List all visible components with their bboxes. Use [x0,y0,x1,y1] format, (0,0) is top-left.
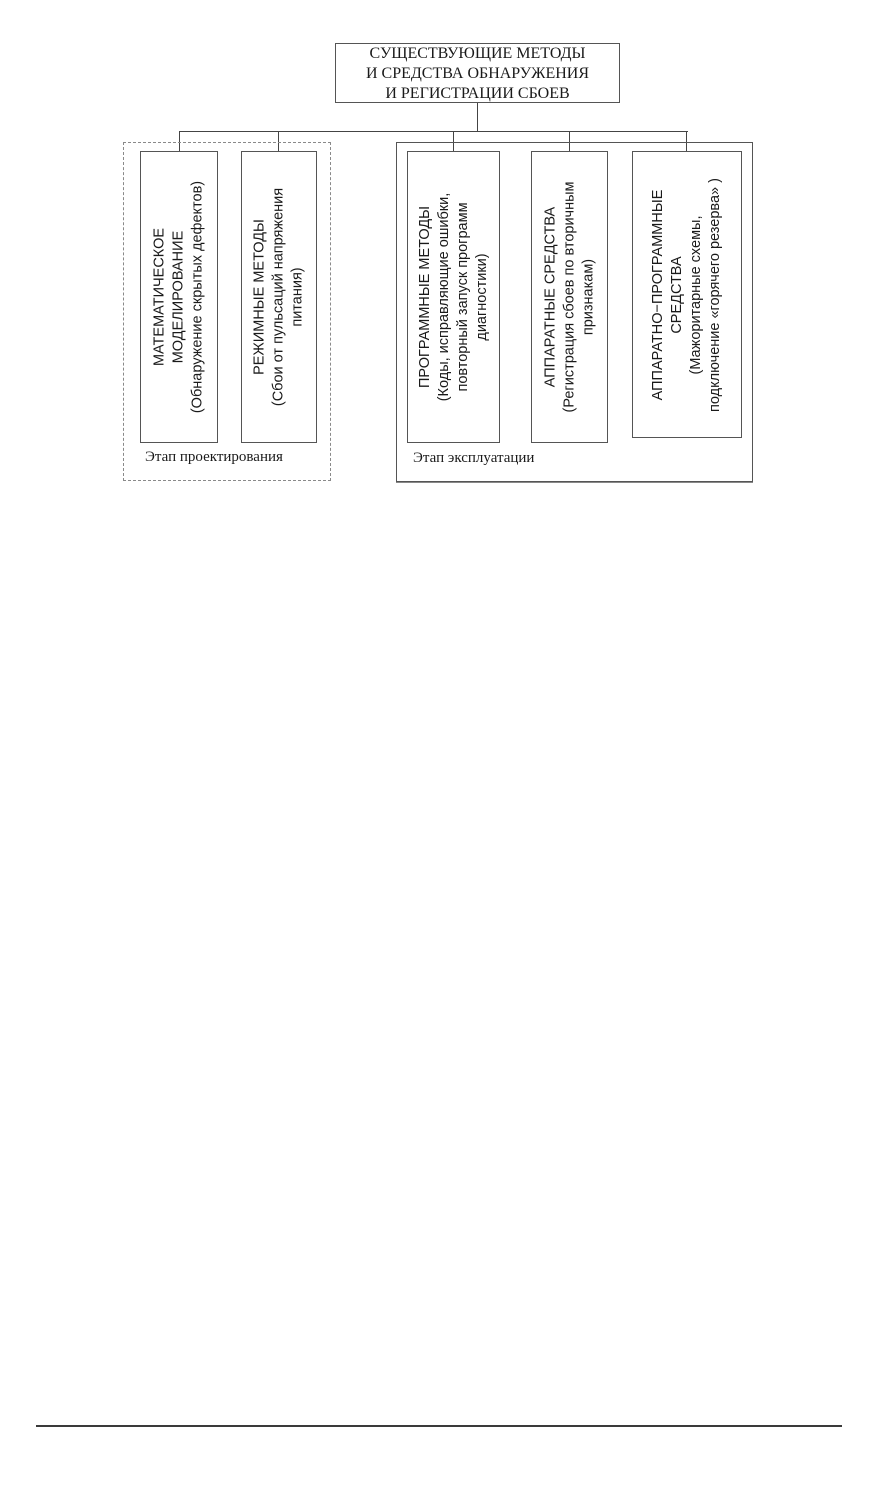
method-box-hardware-means [531,151,608,443]
method-3-line-4: диагностики) [473,253,490,341]
method-box-hw-sw-means [632,151,742,438]
method-5-line-4: подключение «горячего резерва» ) [707,177,723,412]
method-5-line-1: АППАРАТНО−ПРОГРАММНЫЕ [650,189,666,400]
method-text-hardware-means [541,181,598,412]
method-4-line-1: АППАРАТНЫЕ СРЕДСТВА [542,206,558,388]
method-text-math-modeling [151,181,208,413]
method-1-line-1: МАТЕМАТИЧЕСКОЕ [151,227,168,367]
method-3-line-2: (Коды, исправляющие ошибки, [435,192,452,402]
root-node [335,43,620,103]
footer-rule [36,1425,842,1427]
method-3-line-3: повторный запуск программ [454,202,471,392]
horizontal-bus [179,131,688,132]
root-line-2: И СРЕДСТВА ОБНАРУЖЕНИЯ [365,65,590,82]
method-3-line-1: ПРОГРАММНЫЕ МЕТОДЫ [416,205,433,389]
method-box-math-modeling [140,151,218,443]
method-5-line-3: (Мажоритарные схемы, [688,214,704,375]
method-4-line-2: (Регистрация сбоев по вторичным [561,181,577,413]
method-1-line-2: МОДЕЛИРОВАНИЕ [170,230,187,364]
method-text-mode-methods [251,188,308,406]
root-stem [477,103,478,132]
method-text-hw-sw-means [649,178,725,412]
operation-stage-label: Этап эксплуатации [413,450,535,466]
method-5-line-2: СРЕДСТВА [669,255,685,334]
method-1-line-3: (Обнаружение скрытых дефектов) [189,180,206,414]
method-2-line-2: (Сбои от пульсаций напряжения [270,187,287,407]
root-line-1: СУЩЕСТВУЮЩИЕ МЕТОДЫ [369,45,586,62]
design-stage-label: Этап проектирования [145,449,283,465]
method-2-line-1: РЕЖИМНЫЕ МЕТОДЫ [251,219,268,375]
method-box-mode-methods [241,151,317,443]
method-box-software-methods [407,151,500,443]
method-4-line-3: признакам) [580,258,596,336]
method-text-software-methods [416,193,492,402]
root-line-3: И РЕГИСТРАЦИИ СБОЕВ [385,85,570,102]
method-2-line-3: питания) [289,267,306,327]
